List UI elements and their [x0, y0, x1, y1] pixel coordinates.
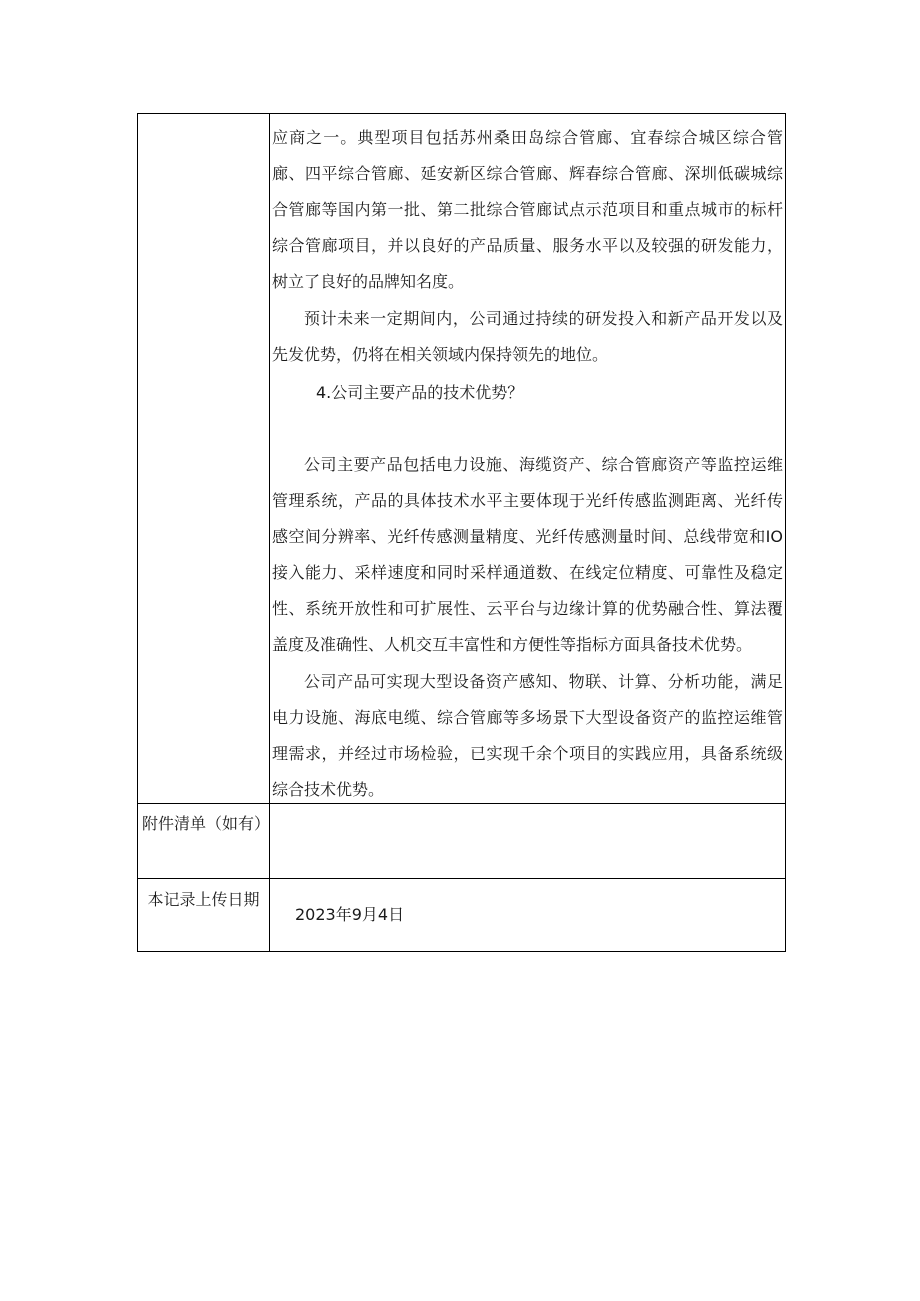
upload-date-label: 本记录上传日期 — [138, 879, 270, 951]
paragraph-typical-projects: 应商之一。典型项目包括苏州桑田岛综合管廊、宜春综合城区综合管廊、四平综合管廊、延安新区综合管廊、辉春综合管廊、深圳低碳城综合管廊等国内第一批、第二批综合管廊试点示范项目和重点城市的标杆综合管廊项目，并以良好的产品质量、服务水平以及较强的研发能力，树立了良好的品牌知名度。 — [272, 128, 783, 291]
content-cell — [270, 114, 785, 803]
content-row — [138, 114, 785, 803]
question-title: 4.公司主要产品的技术优势？ — [316, 383, 524, 402]
attachments-label: 附件清单（如有） — [138, 804, 270, 878]
paragraph-product-capabilities: 公司产品可实现大型设备资产感知、物联、计算、分析功能，满足电力设施、海底电缆、综合管廊等多场景下大型设备资产的监控运维管理需求，并经过市场检验，已实现千余个项目的实践应用，具备系统级综合技术优势。 — [272, 672, 783, 799]
spacer — [272, 411, 783, 447]
paragraph-future-outlook: 预计未来一定期间内，公司通过持续的研发投入和新产品开发以及先发优势，仍将在相关领域内保持领先的地位。 — [272, 309, 783, 364]
upload-date-value: 2023年9月4日 — [295, 905, 405, 924]
attachments-row — [138, 803, 785, 878]
upload-date-row — [138, 878, 785, 951]
record-table — [137, 113, 786, 952]
paragraph-tech-advantages: 公司主要产品包括电力设施、海缆资产、综合管廊资产等监控运维管理系统，产品的具体技术水平主要体现于光纤传感监测距离、光纤传感空间分辨率、光纤传感测量精度、光纤传感测量时间、总线带宽和IO接入能力、采样速度和同时采样通道数、在线定位精度、可靠性及稳定性、系统开放性和可扩展性、云平台与边缘计算的优势融合性、算法覆盖度及准确性、人机交互丰富性和方便性等指标方面具备技术优势。 — [272, 455, 783, 654]
content-label-cell — [138, 114, 270, 803]
attachments-value — [270, 804, 785, 878]
